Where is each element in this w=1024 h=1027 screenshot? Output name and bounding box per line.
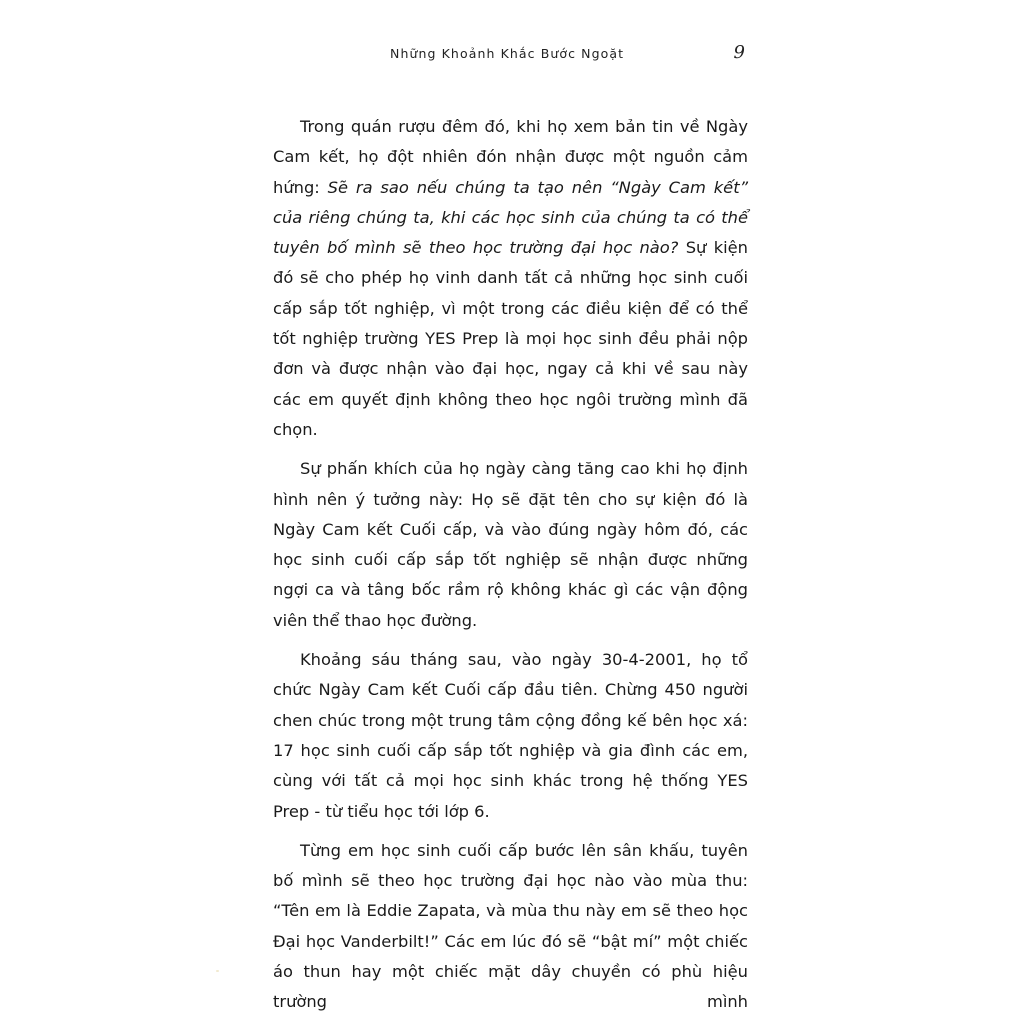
paragraph-4: Từng em học sinh cuối cấp bước lên sân khấu, tuyên bố mình sẽ theo học trường đại học nào vào mùa thu: “Tên em là Eddie Zapata, và mùa thu này em sẽ theo học Đại học Vanderbilt!” Các em lúc đó sẽ “bật mí” một chiếc áo thun hay một chiếc mặt dây chuyền có phù hiệu trường mình — [273, 840, 748, 1012]
paragraph-3: Khoảng sáu tháng sau, vào ngày 30-4-2001, họ tổ chức Ngày Cam kết Cuối cấp đầu tiên. Chừng 450 người chen chúc trong một trung tâm cộng đồng kế bên học xá: 17 học sinh cuối cấp sắp tốt nghiệp và gia đình các em, cùng với tất cả mọi học sinh khác trong hệ thống YES Prep - từ tiểu học tới lớp 6. — [273, 650, 748, 821]
running-title: Những Khoảnh Khắc Bước Ngoặt — [390, 46, 625, 61]
paragraph-1-rest: Sự kiện đó sẽ cho phép họ vinh danh tất cả những học sinh cuối cấp sắp tốt nghiệp, vì một trong các điều kiện để có thể tốt nghiệp trường YES Prep là mọi học sinh đều phải nộp đơn và được nhận vào đại học, ngay cả khi về sau này các em quyết định không theo học ngôi trường mình đã chọn. — [273, 238, 748, 439]
page-header — [390, 42, 750, 68]
paragraph-1-italic-question: Sẽ ra sao nếu chúng ta tạo nên “Ngày Cam kết” của riêng chúng ta, khi các học sinh của chúng ta có thể tuyên bố mình sẽ theo học trường đại học nào? — [273, 177, 749, 258]
paragraph-1-intro: Trong quán rượu đêm đó, khi họ xem bản tin về Ngày Cam kết, họ đột nhiên đón nhận được một nguồn cảm hứng: — [273, 117, 748, 197]
paragraph-1 — [273, 112, 748, 445]
paragraph-2: Sự phấn khích của họ ngày càng tăng cao khi họ định hình nên ý tưởng này: Họ sẽ đặt tên cho sự kiện đó là Ngày Cam kết Cuối cấp, và vào đúng ngày hôm đó, các học sinh cuối cấp sắp tốt nghiệp sẽ nhận được những ngợi ca và tâng bốc rầm rộ không khác gì các vận động viên thể thao học đường. — [273, 459, 748, 630]
body-text — [273, 112, 748, 1027]
paper-speck — [216, 970, 219, 972]
page-number: 9 — [733, 42, 745, 63]
